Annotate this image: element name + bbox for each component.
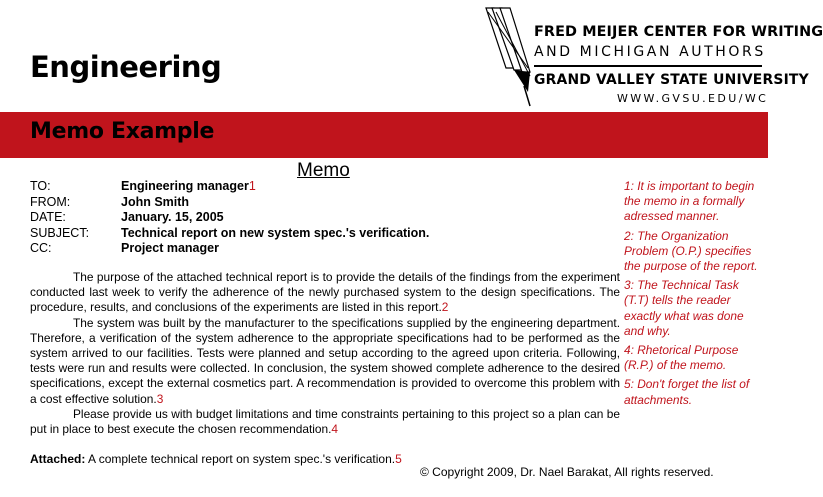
header-value: John Smith xyxy=(121,194,190,209)
attachments-line xyxy=(30,452,402,466)
header-value: Technical report on new system spec.'s verification. xyxy=(121,225,430,240)
side-note: 2: The Organization Problem (O.P.) specifies the purpose of the report. xyxy=(624,228,758,274)
footnote-marker: 1 xyxy=(248,179,256,193)
memo-header-row-to xyxy=(30,179,429,195)
memo-heading: Memo xyxy=(297,160,350,181)
banner-title: Memo Example xyxy=(30,119,215,144)
gvsu-writing-center-logo xyxy=(478,4,823,110)
copyright-notice: © Copyright 2009, Dr. Nael Barakat, All rights reserved. xyxy=(420,465,714,479)
logo-line-1: FRED MEIJER CENTER FOR WRITING xyxy=(534,24,823,40)
header-key: CC: xyxy=(30,241,52,256)
title-banner xyxy=(0,112,768,158)
side-notes xyxy=(624,179,764,412)
memo-paragraph: The purpose of the attached technical report is to provide the details of the findings from the experiment conducted last week to verify the adherence of the newly purchased system to the design specifications. The procedure, results, and conclusions of the experiments are listed in this report.2 xyxy=(30,270,620,315)
footnote-marker: 4 xyxy=(331,422,339,437)
side-note: 3: The Technical Task (T.T) tells the reader exactly what was done and why. xyxy=(624,278,744,338)
memo-header-row-from xyxy=(30,195,429,211)
side-note: 1: It is important to begin the memo in a formally adressed manner. xyxy=(624,179,755,224)
footnote-marker: 2 xyxy=(441,300,449,315)
memo-header-row-subject xyxy=(30,226,429,242)
logo-line-3: GRAND VALLEY STATE UNIVERSITY xyxy=(534,72,809,88)
memo-header-row-date xyxy=(30,210,429,226)
logo-line-2: AND MICHIGAN AUTHORS xyxy=(534,44,766,60)
header-key: FROM: xyxy=(30,194,71,209)
page-title: Engineering xyxy=(30,50,222,84)
header-value: Engineering manager1 xyxy=(121,179,256,193)
side-note: 4: Rhetorical Purpose (R.P.) of the memo. xyxy=(624,343,739,373)
memo-body xyxy=(30,270,620,437)
memo-paragraph: Please provide us with budget limitations and time constraints pertaining to this project so a plan can be put in place to best execute the chosen recommendation.4 xyxy=(30,406,620,437)
memo-paragraph: The system was built by the manufacturer to the specifications supplied by the engineering department. Therefore, a verification of the system adherence to the appropriate specifications had to be performed as the system arrived to our facilities. Tests were planned and setup according to the agreed upon criteria. Following, tests were run and results were collected. In conclusion, the system showed complete adherence to the desired specifications, except the external cosmetics part. A recommendation is provided to overcome this problem with a cost effective solution.3 xyxy=(30,315,620,406)
header-key: SUBJECT: xyxy=(30,225,90,240)
header-value: Project manager xyxy=(121,241,219,256)
header-value: January. 15, 2005 xyxy=(121,210,224,225)
attached-label: Attached: xyxy=(30,452,86,466)
quill-pen-icon xyxy=(484,6,534,108)
header-key: DATE: xyxy=(30,210,66,225)
memo-header xyxy=(30,179,429,257)
logo-url: WWW.GVSU.EDU/WC xyxy=(617,92,769,105)
logo-divider xyxy=(534,65,762,67)
footnote-marker: 5 xyxy=(395,452,402,466)
header-key: TO: xyxy=(30,179,51,193)
side-note: 5: Don't forget the list of attachments. xyxy=(624,377,750,407)
footnote-marker: 3 xyxy=(156,391,164,406)
memo-header-row-cc xyxy=(30,241,429,257)
attached-text: A complete technical report on system spec.'s verification. xyxy=(85,452,396,466)
